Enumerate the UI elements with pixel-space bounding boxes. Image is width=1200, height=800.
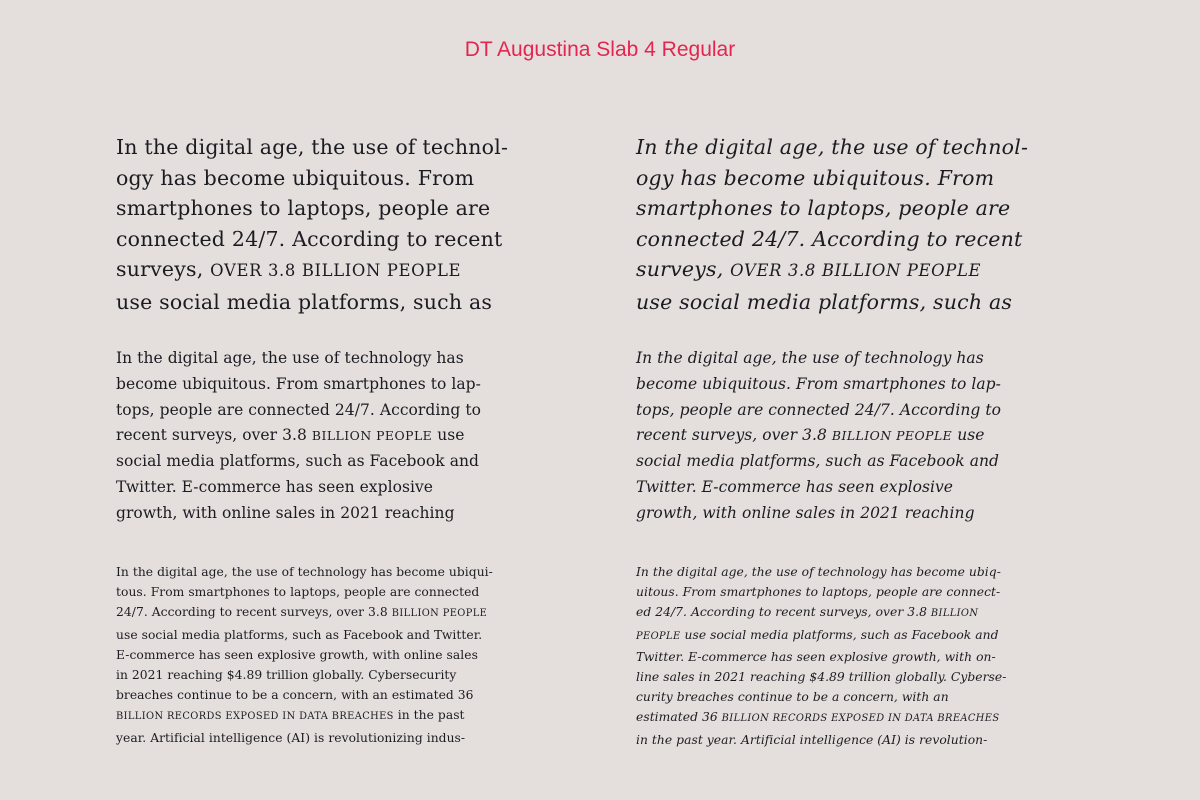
text-line [636,475,1001,501]
text-run: use [432,426,465,445]
text-run: tops, people are connected 24/7. According to [636,400,1002,419]
text-line [636,687,1006,707]
text-line [116,501,481,527]
text-line [116,562,493,582]
text-run: tops, people are connected 24/7. According to [116,400,482,419]
text-run: In the digital age, the use of technology has [636,349,984,367]
text-run: uitous. From smartphones to laptops, people are connect- [636,585,1001,600]
text-run: social media platforms, such as Facebook and [116,452,479,471]
text-run: in the past [393,708,465,723]
text-line [116,728,493,748]
text-run: E-commerce has seen explosive growth, with online sales [116,647,478,662]
text-line [116,602,493,624]
text-line [636,163,1028,194]
text-run: In the digital age, the use of technol- [116,135,509,159]
text-run: Twitter. E-commerce has seen explosive [116,477,433,496]
text-run: use social media platforms, such as Facebook and Twitter. [116,627,483,642]
text-line [636,423,1001,449]
text-run: smartphones to laptops, people are [636,196,1011,220]
small-caps-run: BILLION RECORDS EXPOSED IN DATA BREACHES [116,711,394,723]
text-run: use social media platforms, such as Facebook and [680,627,999,642]
text-run: use social media platforms, such as [116,289,493,314]
text-line [636,193,1028,224]
text-run: In the digital age, the use of technology has become ubiq- [636,565,1001,579]
text-run: In the digital age, the use of technology has [116,349,464,367]
text-line [116,625,493,645]
text-line [116,163,508,194]
text-run: Twitter. E-commerce has seen explosive growth, with on- [636,649,996,664]
text-run: ogy has become ubiquitous. From [116,165,475,190]
text-line [116,287,508,318]
text-run: surveys, [116,257,211,281]
text-run: curity breaches continue to be a concern, with an [636,690,949,705]
text-run: estimated 36 [636,710,722,725]
text-run: smartphones to laptops, people are [116,196,491,220]
specimen-title: DT Augustina Slab 4 Regular [464,38,736,61]
text-line [636,501,1001,527]
text-run: line sales in 2021 reaching $4.89 trillion globally. Cyberse- [636,670,1007,685]
text-line [636,625,1006,647]
text-line [636,562,1006,582]
text-run: ed 24/7. According to recent surveys, over 3.8 [636,605,931,620]
text-line [636,346,1001,372]
small-caps-run: BILLION PEOPLE [391,608,488,620]
text-line [116,224,508,255]
text-line [636,372,1001,398]
text-run: recent surveys, over 3.8 [116,426,312,445]
text-run: recent surveys, over 3.8 [636,426,832,445]
text-line [636,254,1028,287]
text-run: use [952,426,985,445]
text-run: In the digital age, the use of technol- [636,135,1029,159]
text-run: year. Artificial intelligence (AI) is revolutionizing indus- [116,730,466,745]
sample-large-italic [636,132,1028,317]
text-run: in 2021 reaching $4.89 trillion globally. Cybersecurity [116,668,457,683]
small-caps-run: BILLION [930,608,979,620]
small-caps-run: PEOPLE [636,630,681,642]
sample-small-italic [636,562,1006,750]
text-line [116,423,481,449]
small-caps-run: OVER 3.8 BILLION PEOPLE [210,261,462,280]
text-run: use social media platforms, such as [636,289,1013,314]
text-run: connected 24/7. According to recent [116,226,503,251]
text-run: surveys, [636,257,731,281]
text-run: tous. From smartphones to laptops, people are connected [116,585,480,600]
text-line [116,582,493,602]
text-line [636,287,1028,318]
text-line [116,346,481,372]
sample-large-regular [116,132,508,317]
text-run: become ubiquitous. From smartphones to lap- [636,374,1001,393]
text-run: breaches continue to be a concern, with an estimated 36 [116,688,474,703]
text-line [116,705,493,727]
text-line [636,132,1028,163]
text-run: connected 24/7. According to recent [636,226,1023,251]
text-line [116,372,481,398]
text-line [636,707,1006,729]
small-caps-run: OVER 3.8 BILLION PEOPLE [730,261,982,280]
text-line [636,582,1006,602]
text-run: 24/7. According to recent surveys, over 3.8 [116,605,392,620]
text-run: in the past year. Artificial intelligence (AI) is revolution- [636,732,988,747]
text-run: ogy has become ubiquitous. From [636,165,995,190]
text-run: growth, with online sales in 2021 reaching [116,503,455,522]
text-line [116,132,508,163]
text-run: social media platforms, such as Facebook and [636,452,999,471]
text-line [636,602,1006,624]
text-line [636,398,1001,424]
text-line [636,667,1006,687]
sample-medium-italic [636,346,1001,527]
text-line [636,730,1006,750]
text-line [636,647,1006,667]
small-caps-run: BILLION RECORDS EXPOSED IN DATA BREACHES [721,713,1000,725]
text-line [116,254,508,287]
small-caps-run: BILLION PEOPLE [311,428,433,444]
text-run: become ubiquitous. From smartphones to lap- [116,374,481,393]
sample-small-regular [116,562,493,748]
text-line [116,645,493,665]
text-line [116,685,493,705]
text-line [116,193,508,224]
small-caps-run: BILLION PEOPLE [831,428,953,444]
text-run: In the digital age, the use of technology has become ubiqui- [116,565,493,579]
text-line [116,665,493,685]
text-line [116,475,481,501]
text-line [116,449,481,475]
text-run: Twitter. E-commerce has seen explosive [636,477,953,496]
text-line [116,398,481,424]
text-run: growth, with online sales in 2021 reaching [636,503,975,522]
text-line [636,224,1028,255]
sample-medium-regular [116,346,481,527]
text-line [636,449,1001,475]
